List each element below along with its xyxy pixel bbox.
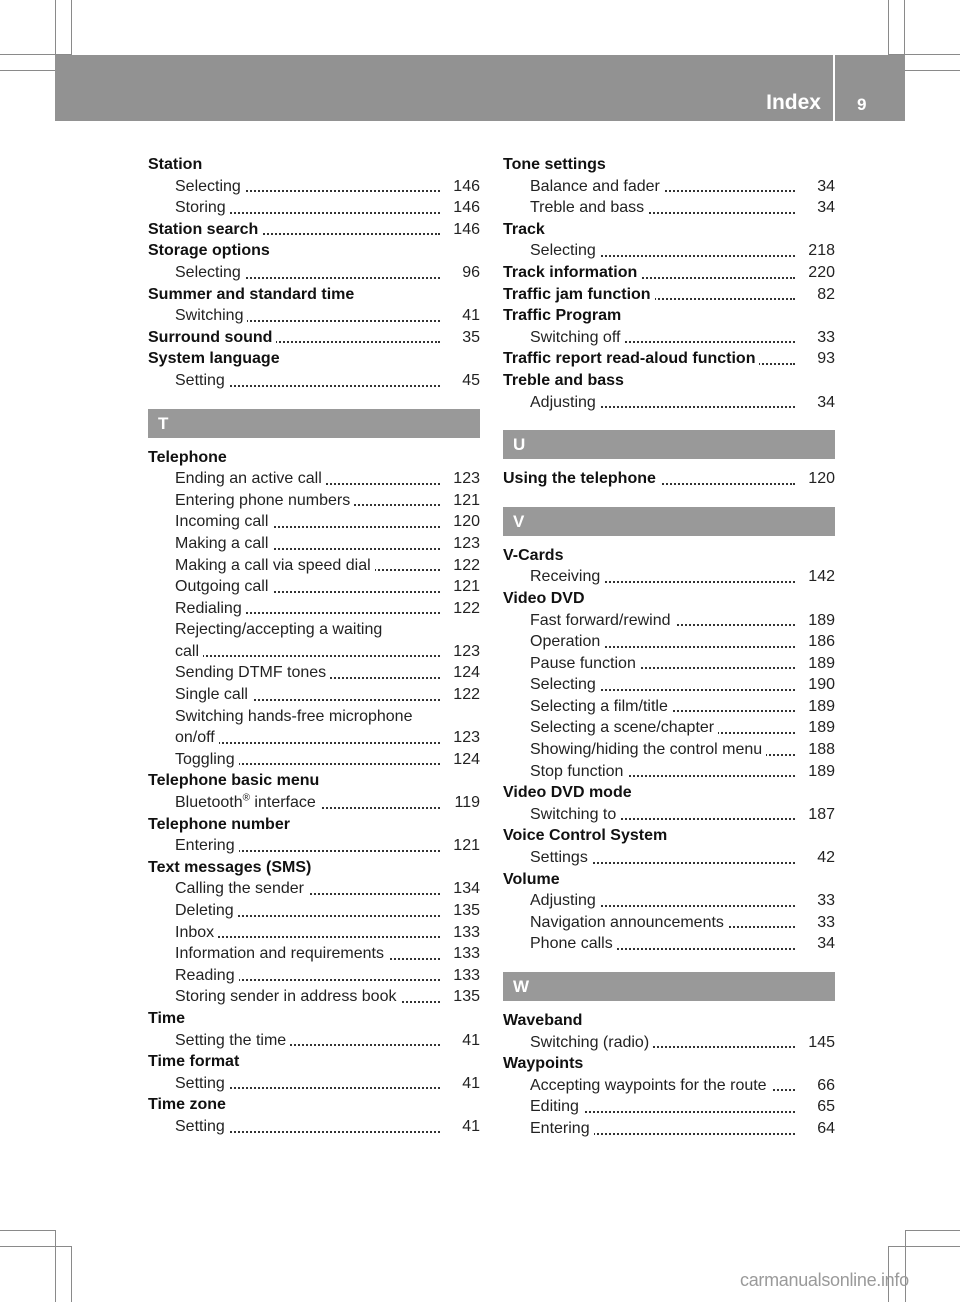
index-subentry[interactable]	[148, 533, 480, 555]
entry-label: Storing sender in address book	[175, 988, 400, 1005]
entry-label: Setting	[175, 1118, 229, 1135]
index-subentry[interactable]	[503, 696, 835, 718]
entry-label: Deleting	[175, 902, 238, 919]
watermark: carmanualsonline.info	[740, 1270, 909, 1290]
index-entry	[148, 447, 480, 469]
page-reference[interactable]: 190	[802, 674, 835, 696]
entry-label: Telephone	[148, 449, 231, 466]
crop-mark	[71, 0, 72, 55]
page-reference[interactable]: 189	[802, 761, 835, 783]
index-subentry[interactable]	[148, 684, 480, 706]
entry-label: Editing	[530, 1098, 583, 1115]
page-reference[interactable]: 124	[447, 749, 480, 771]
index-subentry[interactable]	[148, 986, 480, 1008]
entry-label: Bluetooth® interface	[175, 794, 320, 811]
header-bar	[55, 55, 833, 121]
entry-label: Setting the time	[175, 1032, 290, 1049]
entry-label: on/off	[175, 729, 219, 746]
index-subentry[interactable]	[148, 727, 480, 749]
index-subentry[interactable]	[148, 1030, 480, 1052]
crop-mark	[0, 1246, 72, 1247]
page-reference[interactable]: 146	[447, 176, 480, 198]
entry-label: Information and requirements	[175, 945, 388, 962]
entry-label: Switching to	[530, 806, 620, 823]
page-reference[interactable]: 142	[802, 566, 835, 588]
index-subentry[interactable]	[503, 631, 835, 653]
entry-label: Traffic Program	[503, 307, 625, 324]
entry-label: Setting	[175, 1075, 229, 1092]
page-reference[interactable]: 122	[447, 684, 480, 706]
entry-label: Selecting	[175, 264, 245, 281]
index-entry	[148, 857, 480, 879]
page-reference[interactable]: 186	[802, 631, 835, 653]
entry-label: Tone settings	[503, 156, 610, 173]
index-entry[interactable]	[503, 262, 835, 284]
letter-heading-v: V	[503, 507, 835, 536]
page-reference[interactable]: 33	[811, 912, 835, 934]
index-subentry[interactable]	[148, 943, 480, 965]
index-subentry[interactable]	[148, 1116, 480, 1138]
page-reference[interactable]: 133	[447, 965, 480, 987]
index-subentry[interactable]	[148, 641, 480, 663]
entry-label: Inbox	[175, 924, 218, 941]
entry-label: Toggling	[175, 751, 239, 768]
page-reference[interactable]: 33	[811, 890, 835, 912]
index-subentry[interactable]	[503, 566, 835, 588]
page-reference[interactable]: 135	[447, 986, 480, 1008]
index-subentry[interactable]	[503, 890, 835, 912]
index-subentry[interactable]	[503, 847, 835, 869]
entry-label: Storage options	[148, 242, 274, 259]
page-number-box	[835, 55, 905, 121]
entry-label: Telephone number	[148, 816, 294, 833]
index-entry	[503, 370, 835, 392]
index-subentry[interactable]	[503, 197, 835, 219]
index-subentry[interactable]	[503, 739, 835, 761]
crop-mark	[904, 0, 905, 55]
index-subentry[interactable]	[148, 490, 480, 512]
entry-label: Operation	[530, 633, 604, 650]
entry-label: Surround sound	[148, 329, 276, 346]
entry-label: Text messages (SMS)	[148, 859, 315, 876]
index-subentry[interactable]	[503, 761, 835, 783]
page-reference[interactable]: 121	[447, 835, 480, 857]
index-subentry[interactable]	[148, 262, 480, 284]
index-column-right	[503, 154, 835, 1140]
index-subentry[interactable]	[503, 1032, 835, 1054]
entry-label: Incoming call	[175, 513, 272, 530]
entry-label: Entering	[530, 1120, 594, 1137]
page-reference[interactable]: 145	[802, 1032, 835, 1054]
index-subentry[interactable]	[148, 576, 480, 598]
page-reference[interactable]: 45	[456, 370, 480, 392]
page-reference[interactable]: 123	[447, 641, 480, 663]
page-reference[interactable]: 34	[811, 197, 835, 219]
index-entry	[148, 284, 480, 306]
page-reference[interactable]: 134	[447, 878, 480, 900]
entry-label: Adjusting	[530, 892, 600, 909]
entry-label: Accepting waypoints for the route	[530, 1077, 771, 1094]
index-entry	[148, 814, 480, 836]
index-subentry[interactable]	[503, 912, 835, 934]
page-reference[interactable]: 220	[802, 262, 835, 284]
entry-label: Receiving	[530, 568, 604, 585]
index-entry[interactable]	[503, 348, 835, 370]
entry-label: Fast forward/rewind	[530, 612, 675, 629]
index-subentry	[148, 619, 480, 641]
entry-label: Making a call via speed dial	[175, 557, 375, 574]
entry-label: Ending an active call	[175, 470, 326, 487]
entry-label: Outgoing call	[175, 578, 272, 595]
index-entry	[503, 782, 835, 804]
entry-label: Station search	[148, 221, 262, 238]
entry-label: Voice Control System	[503, 827, 671, 844]
entry-label: Settings	[530, 849, 592, 866]
index-group-t	[148, 447, 480, 1138]
index-subentry[interactable]	[503, 674, 835, 696]
index-entry	[148, 1008, 480, 1030]
index-subentry[interactable]	[148, 922, 480, 944]
index-entry	[148, 154, 480, 176]
index-subentry[interactable]	[148, 511, 480, 533]
index-subentry[interactable]	[148, 468, 480, 490]
page-number: 9	[857, 95, 867, 114]
index-subentry[interactable]	[148, 370, 480, 392]
crop-mark	[0, 70, 55, 71]
entry-label: Making a call	[175, 535, 272, 552]
index-group-u	[503, 468, 835, 490]
index-subentry	[148, 706, 480, 728]
index-entry[interactable]	[148, 327, 480, 349]
page-reference[interactable]: 146	[447, 219, 480, 241]
entry-label: Balance and fader	[530, 178, 664, 195]
page-reference[interactable]: 33	[811, 327, 835, 349]
index-entry	[148, 1094, 480, 1116]
index-entry	[503, 825, 835, 847]
page-reference[interactable]: 189	[802, 696, 835, 718]
page-reference[interactable]: 66	[811, 1075, 835, 1097]
crop-mark	[888, 1246, 960, 1247]
entry-label: Volume	[503, 871, 564, 888]
letter-heading-u: U	[503, 430, 835, 459]
page-reference[interactable]: 218	[802, 240, 835, 262]
page-reference[interactable]: 189	[802, 717, 835, 739]
crop-mark	[888, 0, 889, 55]
entry-label: Calling the sender	[175, 880, 308, 897]
entry-label: Waveband	[503, 1012, 586, 1029]
page-reference[interactable]: 64	[811, 1118, 835, 1140]
index-group-w	[503, 1010, 835, 1140]
page-reference[interactable]: 189	[802, 653, 835, 675]
page-reference[interactable]: 119	[448, 792, 480, 814]
crop-mark	[0, 1230, 55, 1231]
index-subentry[interactable]	[148, 598, 480, 620]
index-subentry[interactable]	[503, 1118, 835, 1140]
page-reference[interactable]: 41	[456, 1116, 480, 1138]
index-group-v	[503, 545, 835, 955]
index-subentry[interactable]	[148, 662, 480, 684]
entry-label: Time zone	[148, 1096, 230, 1113]
crop-mark	[55, 0, 56, 55]
index-entry	[503, 1010, 835, 1032]
index-subentry[interactable]	[148, 305, 480, 327]
entry-label: Track information	[503, 264, 641, 281]
index-group-s	[148, 154, 480, 392]
index-entry	[503, 1053, 835, 1075]
index-subentry[interactable]	[503, 933, 835, 955]
index-subentry[interactable]	[503, 327, 835, 349]
index-subentry[interactable]	[148, 197, 480, 219]
index-subentry[interactable]	[148, 176, 480, 198]
crop-mark	[905, 1230, 960, 1231]
index-subentry[interactable]	[503, 240, 835, 262]
page-reference[interactable]: 34	[811, 176, 835, 198]
page-reference[interactable]: 41	[456, 1073, 480, 1095]
index-subentry[interactable]	[148, 792, 480, 814]
index-subentry[interactable]	[503, 176, 835, 198]
index-entry	[148, 348, 480, 370]
page-reference[interactable]: 123	[447, 533, 480, 555]
page-reference[interactable]: 34	[811, 392, 835, 414]
entry-label: Using the telephone	[503, 470, 660, 487]
page-reference[interactable]: 133	[447, 943, 480, 965]
crop-mark	[905, 1230, 906, 1302]
entry-label: call	[175, 643, 203, 660]
entry-label: Selecting	[530, 242, 600, 259]
letter-heading-t: T	[148, 409, 480, 438]
page-reference[interactable]: 42	[811, 847, 835, 869]
entry-label: Video DVD mode	[503, 784, 636, 801]
entry-label: Selecting a scene/chapter	[530, 719, 718, 736]
page-reference[interactable]: 146	[447, 197, 480, 219]
entry-label: Traffic jam function	[503, 286, 655, 303]
page-reference[interactable]: 121	[447, 490, 480, 512]
entry-label: Selecting a film/title	[530, 698, 672, 715]
index-subentry[interactable]	[503, 392, 835, 414]
page-reference[interactable]: 124	[447, 662, 480, 684]
crop-mark	[71, 1246, 72, 1302]
entry-label: Waypoints	[503, 1055, 587, 1072]
entry-label: Redialing	[175, 600, 246, 617]
entry-label: Storing	[175, 199, 230, 216]
index-subentry[interactable]	[503, 717, 835, 739]
index-subentry[interactable]	[148, 555, 480, 577]
crop-mark	[905, 70, 960, 71]
entry-label: Traffic report read-aloud function	[503, 350, 759, 367]
page-reference[interactable]: 133	[447, 922, 480, 944]
entry-label: Showing/hiding the control menu	[530, 741, 766, 758]
dot-leader	[175, 655, 440, 657]
page-reference[interactable]: 82	[811, 284, 835, 306]
entry-label: Phone calls	[530, 935, 617, 952]
index-subentry[interactable]	[503, 1075, 835, 1097]
page-reference[interactable]: 65	[811, 1096, 835, 1118]
page-reference[interactable]: 187	[802, 804, 835, 826]
page-reference[interactable]: 41	[456, 1030, 480, 1052]
index-entry[interactable]	[503, 284, 835, 306]
page-reference[interactable]: 120	[447, 511, 480, 533]
index-entry	[503, 219, 835, 241]
page-reference[interactable]: 189	[802, 610, 835, 632]
index-entry	[148, 1051, 480, 1073]
entry-label: Treble and bass	[503, 372, 628, 389]
index-entry	[503, 588, 835, 610]
entry-label: Switching (radio)	[530, 1034, 653, 1051]
page-reference[interactable]: 34	[811, 933, 835, 955]
index-subentry[interactable]	[503, 1096, 835, 1118]
index-subentry[interactable]	[148, 835, 480, 857]
page-reference[interactable]: 123	[447, 468, 480, 490]
page-reference[interactable]: 122	[447, 598, 480, 620]
entry-label: Entering	[175, 837, 239, 854]
index-entry[interactable]	[148, 219, 480, 241]
entry-label: Navigation announcements	[530, 914, 728, 931]
page-reference[interactable]: 122	[447, 555, 480, 577]
index-subentry[interactable]	[148, 965, 480, 987]
section-title: Index	[766, 91, 821, 114]
page-reference[interactable]: 188	[802, 739, 835, 761]
index-entry	[503, 869, 835, 891]
index-subentry[interactable]	[148, 1073, 480, 1095]
entry-label: Selecting	[530, 676, 600, 693]
index-group-t-cont	[503, 154, 835, 413]
index-entry[interactable]	[503, 468, 835, 490]
entry-label: Pause function	[530, 655, 640, 672]
entry-label: Entering phone numbers	[175, 492, 354, 509]
entry-label: Summer and standard time	[148, 286, 358, 303]
entry-label: Rejecting/accepting a waiting	[175, 621, 386, 638]
page-reference[interactable]: 35	[456, 327, 480, 349]
entry-label: Track	[503, 221, 549, 238]
entry-label: V-Cards	[503, 547, 567, 564]
index-entry	[148, 770, 480, 792]
crop-mark	[55, 1230, 56, 1302]
entry-label: Time	[148, 1010, 189, 1027]
index-entry	[503, 545, 835, 567]
entry-label: Selecting	[175, 178, 245, 195]
entry-label: Stop function	[530, 763, 627, 780]
entry-label: System language	[148, 350, 284, 367]
page-reference[interactable]: 123	[447, 727, 480, 749]
index-subentry[interactable]	[148, 900, 480, 922]
page-reference[interactable]: 135	[447, 900, 480, 922]
entry-label: Time format	[148, 1053, 243, 1070]
entry-label: Telephone basic menu	[148, 772, 323, 789]
index-entry	[503, 154, 835, 176]
index-subentry[interactable]	[148, 749, 480, 771]
index-subentry[interactable]	[503, 804, 835, 826]
index-entry	[503, 305, 835, 327]
entry-label: Single call	[175, 686, 252, 703]
index-entry	[148, 240, 480, 262]
index-subentry[interactable]	[503, 653, 835, 675]
index-subentry[interactable]	[503, 610, 835, 632]
entry-label: Video DVD	[503, 590, 589, 607]
entry-label: Adjusting	[530, 394, 600, 411]
entry-label: Switching off	[530, 329, 624, 346]
page-reference[interactable]: 121	[447, 576, 480, 598]
page-reference[interactable]: 41	[456, 305, 480, 327]
page-reference[interactable]: 120	[802, 468, 835, 490]
index-column-left	[148, 154, 480, 1138]
entry-label: Station	[148, 156, 206, 173]
entry-label: Reading	[175, 967, 239, 984]
entry-label: Treble and bass	[530, 199, 648, 216]
letter-heading-w: W	[503, 972, 835, 1001]
entry-label: Setting	[175, 372, 229, 389]
page-reference[interactable]: 93	[811, 348, 835, 370]
entry-label: Sending DTMF tones	[175, 664, 330, 681]
entry-label: Switching	[175, 307, 247, 324]
entry-label: Switching hands-free microphone	[175, 708, 416, 725]
index-subentry[interactable]	[148, 878, 480, 900]
page-reference[interactable]: 96	[456, 262, 480, 284]
